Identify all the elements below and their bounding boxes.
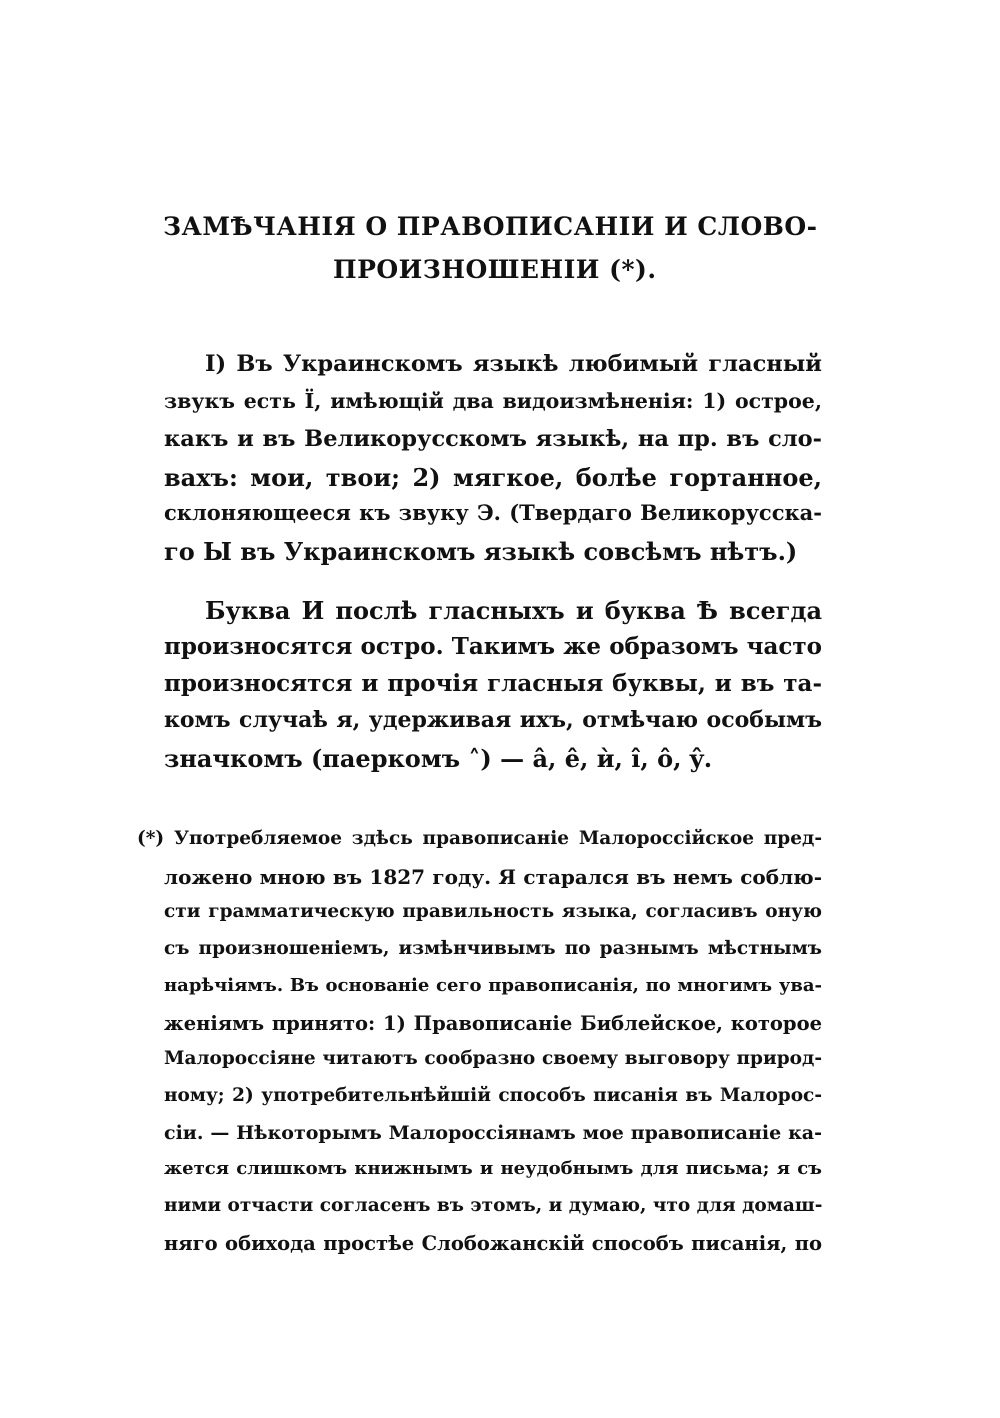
paragraph1-line: какъ и въ Великорусскомъ языкѣ, на пр. въ сло- [164, 426, 822, 452]
footnote-line: ними отчасти согласенъ въ этомъ, и думаю, что для домаш- [164, 1195, 823, 1216]
footnote-line: ному; 2) употребительнѣйшій способъ писанія въ Малорос- [164, 1085, 822, 1106]
paragraph2-line: значкомъ (паеркомъ ˄) — â, ê, ѝ, î, ô, ŷ. [164, 744, 713, 773]
footnote-line: нарѣчіямъ. Въ основаніе сего правописанія, по многимъ ува- [164, 975, 822, 996]
footnote-line: сти грамматическую правильность языка, согласивъ оную [164, 901, 822, 922]
paragraph2-line: произносятся остро. Такимъ же образомъ часто [164, 633, 822, 660]
footnote-line: сіи. — Нѣкоторымъ Малороссіянамъ мое правописаніе ка- [164, 1122, 822, 1144]
footnote-line: няго обихода простѣе Слобожанскій способъ писанія, по [164, 1232, 822, 1255]
paragraph1-line: склоняющееся къ звуку Э. (Твердаго Великорусска- [164, 500, 822, 525]
paragraph1-line: I) Въ Украинскомъ языкѣ любимый гласный [205, 351, 822, 377]
paragraph2-line: произносятся и прочія гласныя буквы, и въ та- [164, 670, 822, 697]
paragraph1-line: звукъ есть Ї, имѣющій два видоизмѣненія: 1) острое, [164, 389, 822, 413]
paragraph1-line: го Ы въ Украинскомъ языкѣ совсѣмъ нѣтъ.) [164, 537, 798, 566]
paragraph2-line: Буква И послѣ гласныхъ и буква Ѣ всегда [205, 596, 822, 625]
paragraph2-line: комъ случаѣ я, удерживая ихъ, отмѣчаю особымъ [164, 707, 822, 733]
footnote-line: женіямъ принято: 1) Правописаніе Библейское, которое [164, 1012, 822, 1035]
title-line-1: ЗАМѢЧАНІЯ О ПРАВОПИСАНІИ И СЛОВО- [163, 212, 818, 241]
footnote-line: съ произношеніемъ, измѣнчивымъ по разнымъ мѣстнымъ [164, 938, 822, 959]
title-line-2: ПРОИЗНОШЕНІИ (*). [333, 255, 657, 284]
footnote-line: (*) Употребляемое здѣсь правописаніе Малороссійское пред- [137, 828, 822, 849]
paragraph1-line: вахъ: мои, твои; 2) мягкое, болѣе гортанное, [164, 463, 822, 492]
footnote-line: жется слишкомъ книжнымъ и неудобнымъ для письма; я съ [164, 1158, 822, 1179]
footnote-line: Малороссіяне читаютъ сообразно своему выговору природ- [164, 1048, 822, 1069]
footnote-line: ложено мною въ 1827 году. Я старался въ немъ соблю- [164, 865, 822, 889]
